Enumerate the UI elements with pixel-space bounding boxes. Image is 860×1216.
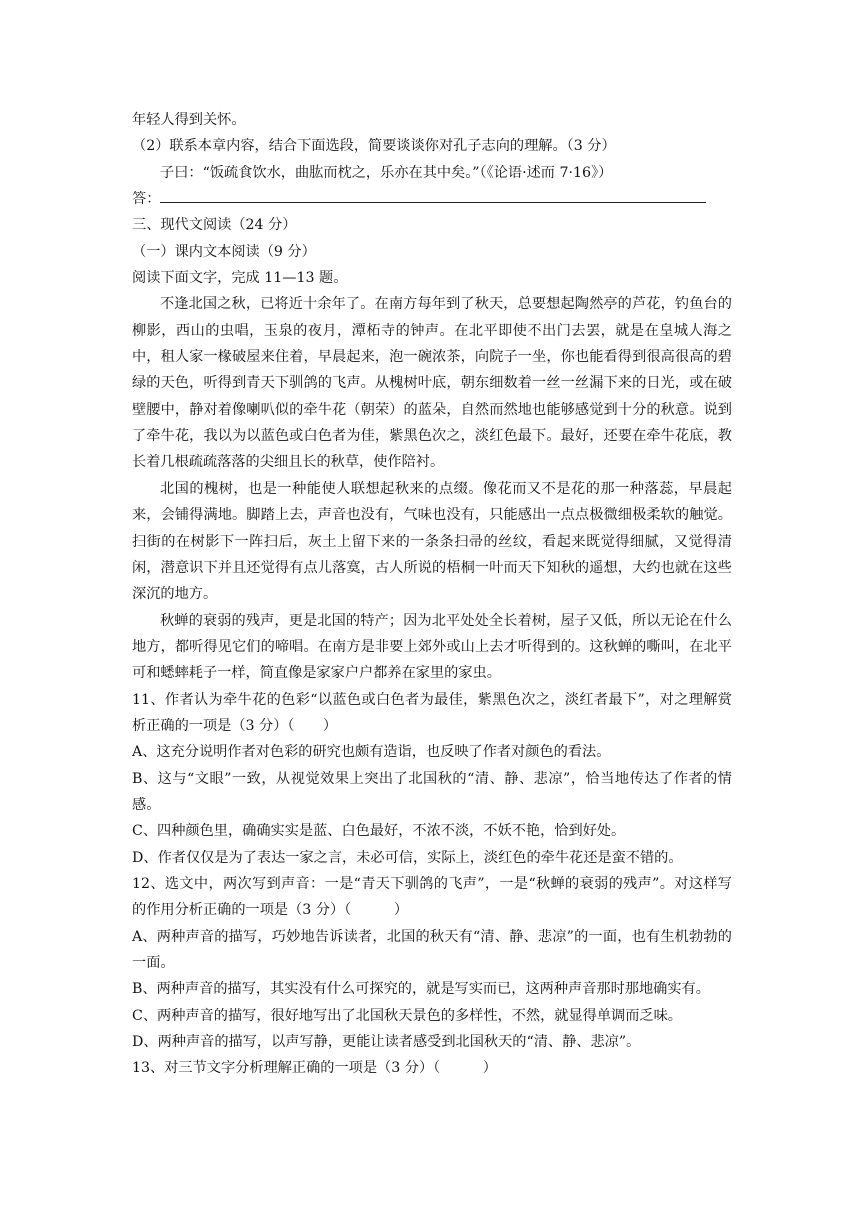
question-11-option-c: C、四种颜色里，确确实实是蓝、白色最好，不浓不淡，不妖不艳，恰到好处。 (132, 823, 626, 840)
question-12-option-c: C、两种声音的描写，很好地写出了北国秋天景色的多样性，不然，就显得单调而乏味。 (132, 1007, 682, 1024)
section-title: 三、现代文阅读（24 分） (132, 217, 297, 234)
passage-paragraph-2: 北国的槐树，也是一种能使人联想起秋来的点缀。像花而又不是花的那一种落蕊，早晨起来，会铺得满地。脚踏上去，声音也没有，气味也没有，只能感出一点点极微细极柔软的触觉。扫街的在树影下一阵扫后，灰土上留下来的一条条扫帚的丝纹，看起来既觉得细腻，又觉得清闲，潜意识下并且还觉得有点儿落寞，古人所说的梧桐一叶而天下知秋的遥想，大约也就在这些深沉的地方。 (132, 480, 732, 603)
question-11-option-d: D、作者仅仅是为了表达一家之言，未必可信，实际上，淡红色的牵牛花还是蛮不错的。 (132, 849, 683, 866)
question-13-stem: 13、对三节文字分析理解正确的一项是（3 分）（ ） (132, 1060, 497, 1077)
answer-label: 答： (132, 191, 161, 208)
question-12-option-d: D、两种声音的描写，以声写静，更能让读者感受到北国秋天的“清、静、悲凉”。 (132, 1034, 641, 1051)
question-11-stem: 11、作者认为牵牛花的色彩“以蓝色或白色者为最佳，紫黑色次之，淡红者最下”，对之理解赏析正确的一项是（3 分）（ ） (132, 691, 732, 734)
question-11-option-b: B、这与“文眼”一致，从视觉效果上突出了北国秋的“清、静、悲凉”，恰当地传达了作者的情感。 (132, 770, 732, 813)
passage-paragraph-3: 秋蝉的衰弱的残声，更是北国的特产；因为北平处处全长着树，屋子又低，所以无论在什么地方，都听得见它们的啼唱。在南方是非要上郊外或山上去才听得到的。这秋蝉的嘶叫，在北平可和蟋蟀耗子一样，简直像是家家户户都养在家里的家虫。 (132, 612, 732, 682)
question-11-option-a: A、这充分说明作者对色彩的研究也颇有造诣，也反映了作者对颜色的看法。 (132, 744, 611, 761)
analects-quote: 子曰：“饭疏食饮水，曲肱而枕之，乐亦在其中矣。”（《论语·述而 7·16》） (160, 164, 613, 181)
question-12-option-b: B、两种声音的描写，其实没有什么可探究的，就是写实而已，这两种声音那时那地确实有。 (132, 981, 710, 998)
reading-instruction: 阅读下面文字，完成 11—13 题。 (132, 270, 348, 287)
continued-text: 年轻人得到关怀。 (132, 112, 246, 128)
subsection-title: （一）课内文本阅读（9 分） (132, 243, 316, 260)
document-page (132, 107, 732, 1082)
passage-paragraph-1: 不逢北国之秋，已将近十余年了。在南方每年到了秋天，总要想起陶然亭的芦花，钓鱼台的柳影，西山的虫唱，玉泉的夜月，潭柘寺的钟声。在北平即使不出门去罢，就是在皇城人海之中，租人家一椽破屋来住着，早晨起来，泡一碗浓茶，向院子一坐，你也能看得到很高很高的碧绿的天色，听得到青天下驯鸽的飞声。从槐树叶底，朝东细数着一丝一丝漏下来的日光，或在破壁腰中，静对着像喇叭似的牵牛花（朝荣）的蓝朵，自然而然地也能够感觉到十分的秋意。说到了牵牛花，我以为以蓝色或白色者为佳，紫黑色次之，淡红色最下。最好，还要在牵牛花底，教长着几根疏疏落落的尖细且长的秋草，使作陪衬。 (132, 296, 732, 471)
question-12-option-a: A、两种声音的描写，巧妙地告诉读者，北国的秋天有“清、静、悲凉”的一面，也有生机勃勃的一面。 (132, 928, 732, 971)
question-12-stem: 12、选文中，两次写到声音：一是“青天下驯鸽的飞声”，一是“秋蝉的衰弱的残声”。对这样写的作用分析正确的一项是（3 分）（ ） (132, 875, 732, 919)
answer-line (132, 186, 732, 212)
question-2: （2）联系本章内容，结合下面选段，简要谈谈你对孔子志向的理解。（3 分） (132, 138, 616, 155)
answer-blank[interactable] (160, 187, 706, 203)
